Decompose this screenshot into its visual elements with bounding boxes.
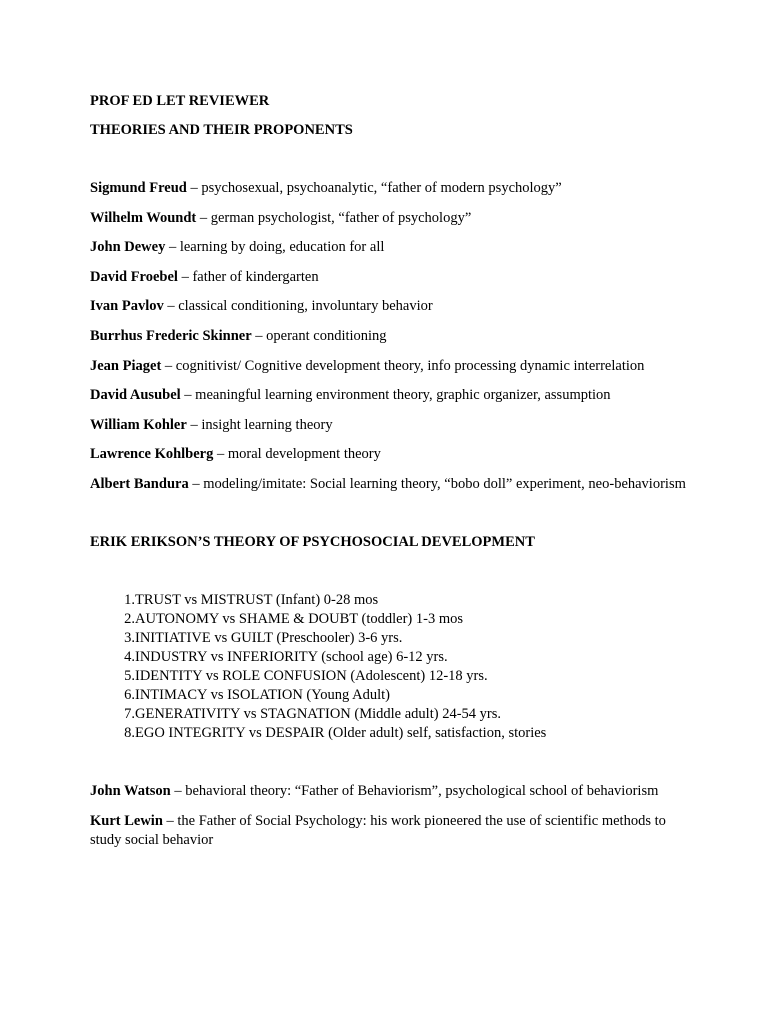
theorist-entry-ausubel xyxy=(90,386,690,405)
theorist-entry-bandura xyxy=(90,475,690,494)
list-item xyxy=(90,648,690,667)
list-item-text: INITIATIVE vs GUILT (Preschooler) 3-6 yrs. xyxy=(135,629,403,646)
list-item xyxy=(90,591,690,610)
theorist-name: Albert Bandura xyxy=(90,475,189,492)
theorist-entry-kohler xyxy=(90,416,690,435)
theorist-desc: – behavioral theory: “Father of Behaviorism”, psychological school of behaviorism xyxy=(170,782,659,799)
theorist-desc: – moral development theory xyxy=(213,446,381,463)
theorist-entry-dewey xyxy=(90,238,690,257)
theorist-name: Jean Piaget xyxy=(90,357,162,374)
list-item-number: 7. xyxy=(124,705,135,722)
list-item-text: INTIMACY vs ISOLATION (Young Adult) xyxy=(135,686,390,703)
list-item-number: 6. xyxy=(124,686,135,703)
list-item-text: INDUSTRY vs INFERIORITY (school age) 6-12 yrs. xyxy=(135,648,448,665)
theorist-entry-freud xyxy=(90,179,690,198)
theorist-name: John Dewey xyxy=(90,239,166,256)
theorist-entry-watson xyxy=(90,782,690,801)
theorist-desc: – meaningful learning environment theory, graphic organizer, assumption xyxy=(180,387,611,404)
theorist-desc: – operant conditioning xyxy=(251,327,387,344)
theorist-name: Sigmund Freud xyxy=(90,180,187,196)
list-item-number: 8. xyxy=(124,724,135,741)
theorist-name: Kurt Lewin xyxy=(90,812,163,829)
list-item-number: 5. xyxy=(124,667,135,684)
theorist-desc: – insight learning theory xyxy=(186,416,333,433)
theorist-entry-skinner xyxy=(90,327,690,346)
theorist-entry-pavlov xyxy=(90,297,690,316)
list-item-number: 2. xyxy=(124,610,135,627)
theorist-desc: – psychosexual, psychoanalytic, “father of modern psychology” xyxy=(186,180,562,196)
list-item-text: AUTONOMY vs SHAME & DOUBT (toddler) 1-3 mos xyxy=(135,610,463,627)
theorist-entry-kohlberg xyxy=(90,445,690,464)
theorist-list xyxy=(90,179,690,494)
list-item-number: 3. xyxy=(124,629,135,646)
list-item xyxy=(90,705,690,724)
list-item xyxy=(90,724,690,743)
theorist-desc: – classical conditioning, involuntary behavior xyxy=(163,298,433,315)
additional-theorist-list xyxy=(90,782,690,850)
theorist-name: Burrhus Frederic Skinner xyxy=(90,327,252,344)
theorist-desc: – the Father of Social Psychology: his work pioneered the use of scientific methods to study social behavior xyxy=(90,812,666,848)
document-page xyxy=(90,92,690,860)
theorist-name: Ivan Pavlov xyxy=(90,298,164,315)
theorist-desc: – father of kindergarten xyxy=(177,268,319,285)
list-item-text: GENERATIVITY vs STAGNATION (Middle adult) 24-54 yrs. xyxy=(135,705,501,722)
list-item-number: 1. xyxy=(124,591,135,608)
section-heading-erikson: ERIK ERIKSON’S THEORY OF PSYCHOSOCIAL DEVELOPMENT xyxy=(90,533,535,550)
list-item-text: IDENTITY vs ROLE CONFUSION (Adolescent) 12-18 yrs. xyxy=(135,667,488,684)
list-item xyxy=(90,686,690,705)
list-item-number: 4. xyxy=(124,648,135,665)
theorist-name: Lawrence Kohlberg xyxy=(90,446,214,463)
theorist-name: Wilhelm Woundt xyxy=(90,209,197,226)
theorist-desc: – german psychologist, “father of psychology” xyxy=(196,209,472,226)
theorist-entry-froebel xyxy=(90,268,690,287)
theorist-name: David Froebel xyxy=(90,268,178,285)
theorist-name: William Kohler xyxy=(90,416,187,433)
list-item-text: TRUST vs MISTRUST (Infant) 0-28 mos xyxy=(135,591,379,608)
theorist-desc: – cognitivist/ Cognitive development theory, info processing dynamic interrelation xyxy=(161,357,645,374)
theorist-name: John Watson xyxy=(90,782,171,799)
document-title: PROF ED LET REVIEWER xyxy=(90,93,270,109)
erikson-stage-list xyxy=(90,591,690,743)
list-item xyxy=(90,610,690,629)
theorist-entry-woundt xyxy=(90,209,690,228)
theorist-entry-lewin xyxy=(90,812,690,850)
section-heading-theories: THEORIES AND THEIR PROPONENTS xyxy=(90,122,353,138)
theorist-desc: – modeling/imitate: Social learning theory, “bobo doll” experiment, neo-behaviorism xyxy=(188,475,686,492)
list-item xyxy=(90,629,690,648)
theorist-name: David Ausubel xyxy=(90,387,181,404)
list-item xyxy=(90,667,690,686)
theorist-entry-piaget xyxy=(90,357,690,376)
theorist-desc: – learning by doing, education for all xyxy=(165,239,385,256)
list-item-text: EGO INTEGRITY vs DESPAIR (Older adult) self, satisfaction, stories xyxy=(135,724,547,741)
